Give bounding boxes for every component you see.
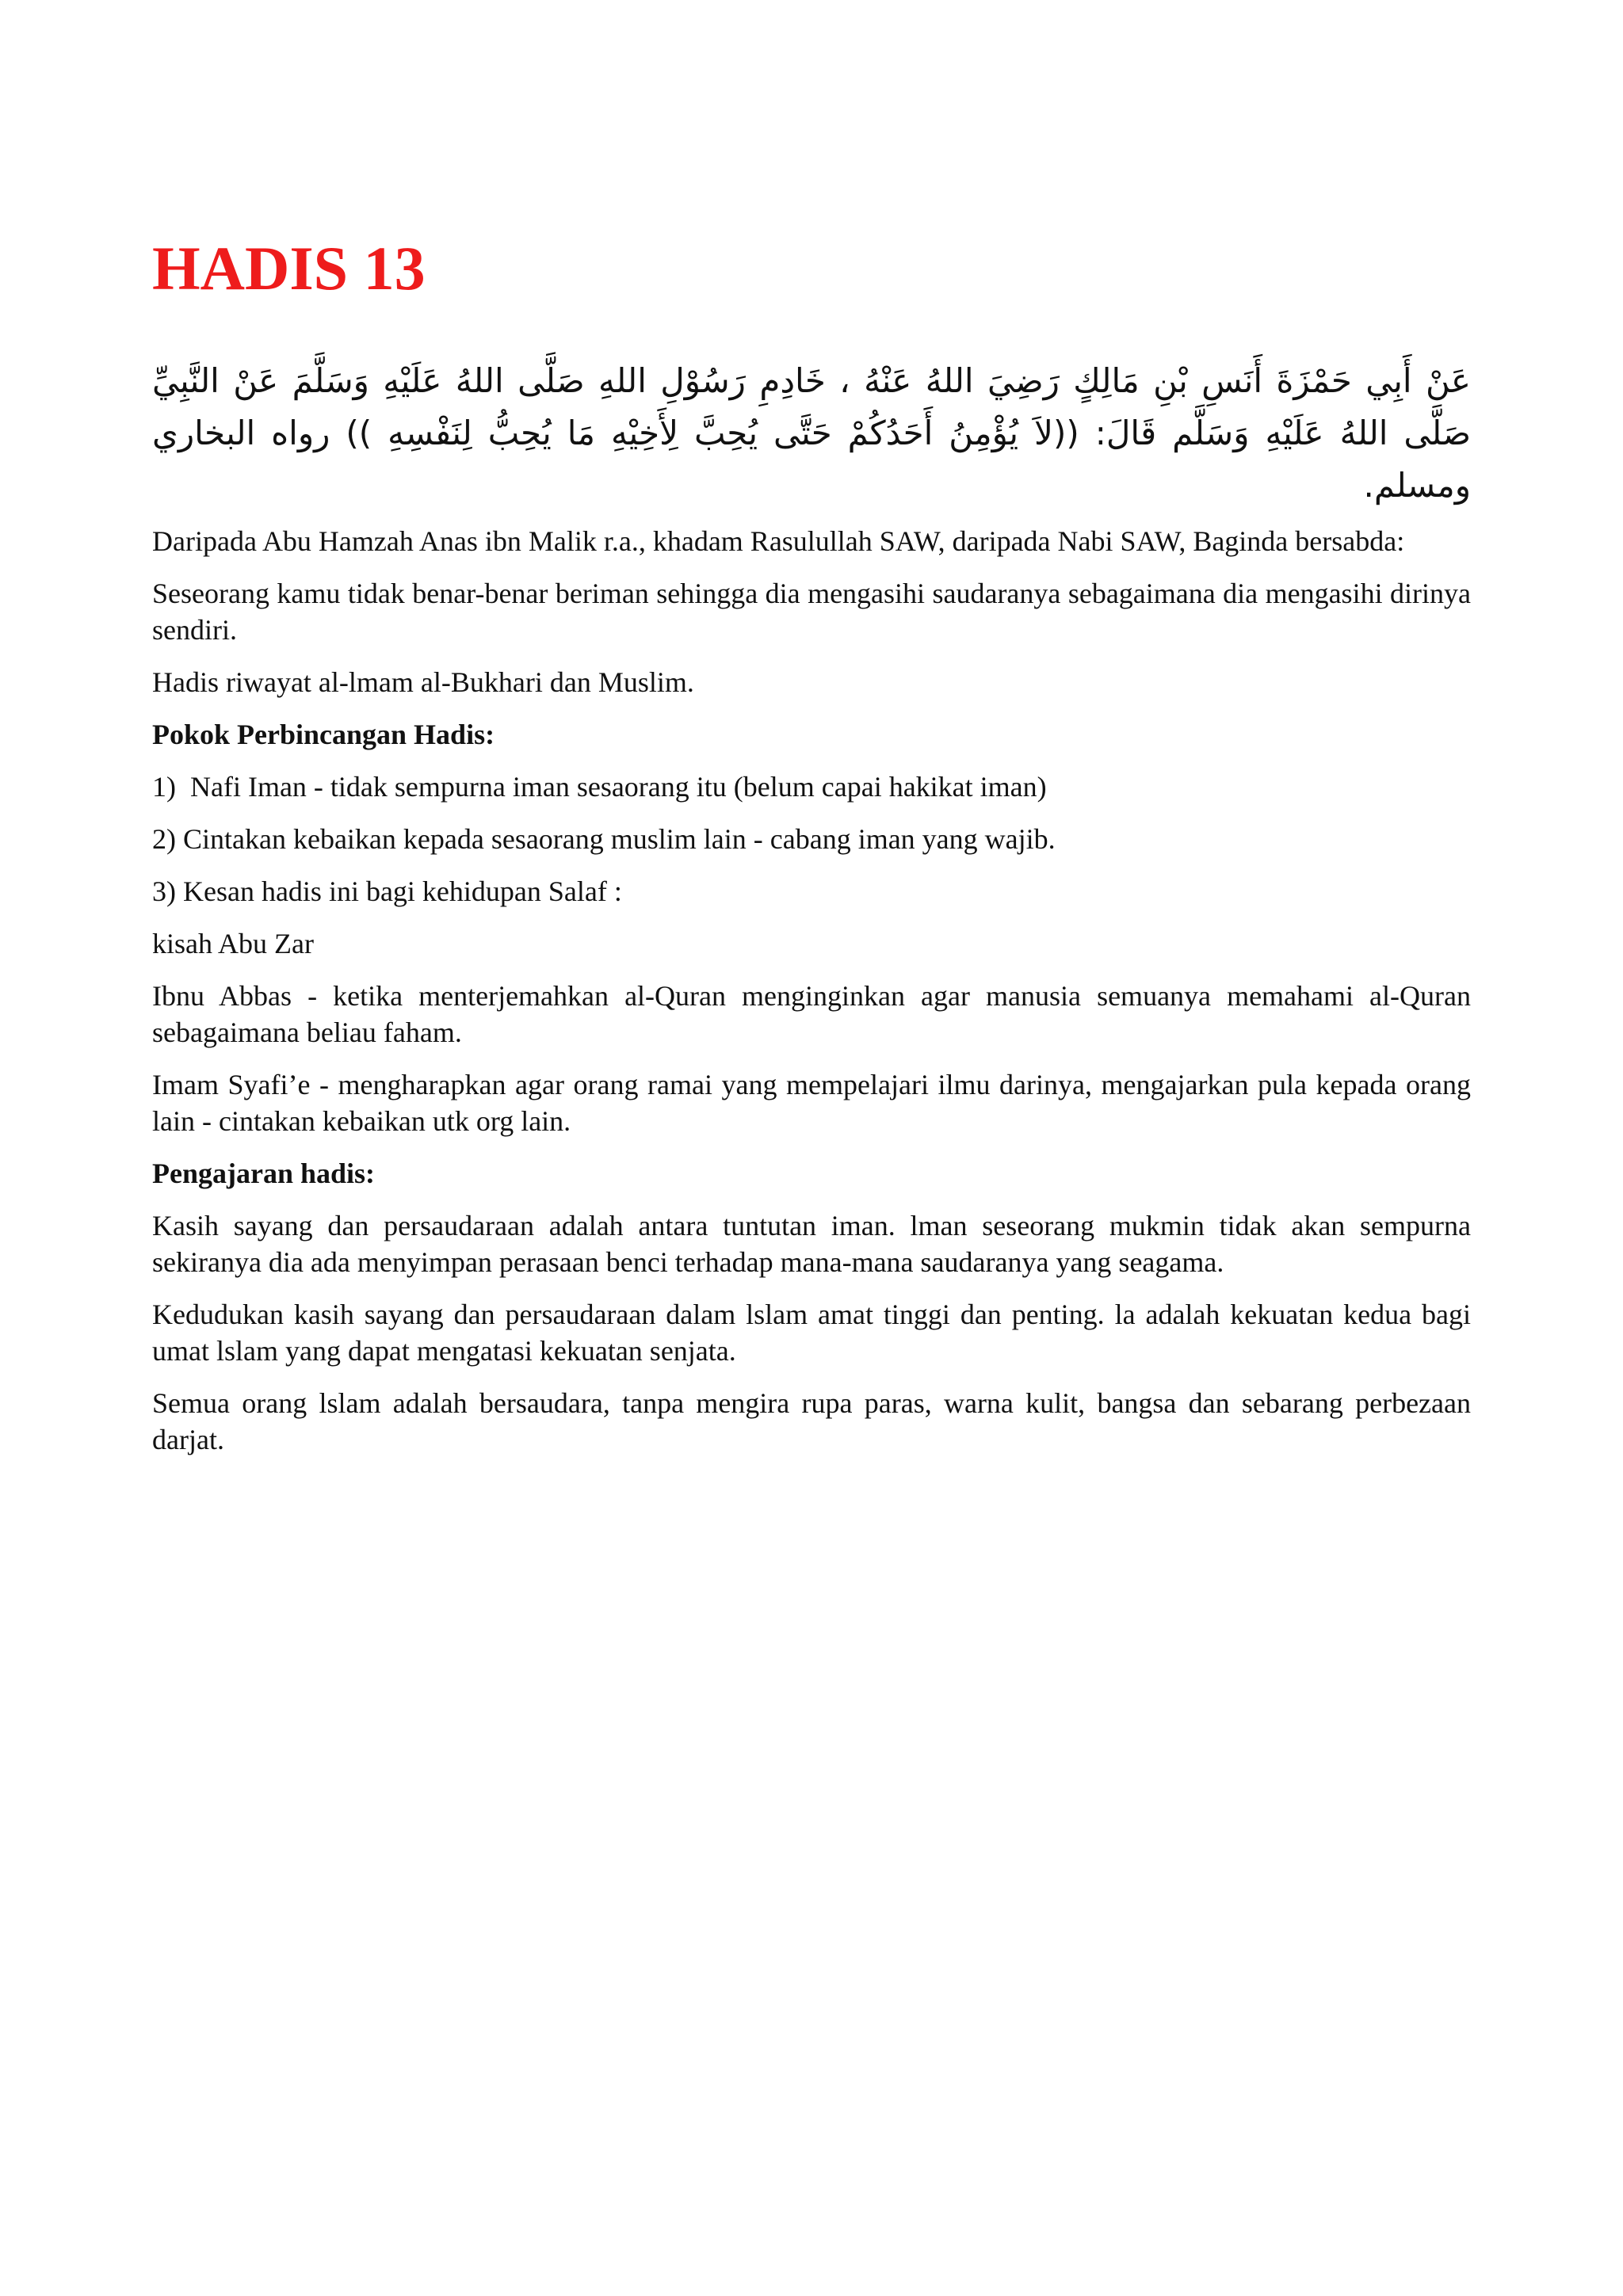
document-page bbox=[152, 234, 1471, 1474]
pengajaran-heading: Pengajaran hadis: bbox=[152, 1158, 376, 1189]
narration-paragraph: Hadis riwayat al-lmam al-Bukhari dan Muslim. bbox=[152, 666, 694, 698]
lesson-1: Kasih sayang dan persaudaraan adalah antara tuntutan iman. lman seseorang mukmin tidak akan sempurna sekiranya dia ada menyimpan perasaan benci terhadap mana-mana saudaranya yang seagama. bbox=[152, 1210, 1471, 1278]
point-2: 2) Cintakan kebaikan kepada sesaorang muslim lain - cabang iman yang wajib. bbox=[152, 823, 1056, 855]
point-1: 1) Nafi Iman - tidak sempurna iman sesaorang itu (belum capai hakikat iman) bbox=[152, 771, 1047, 803]
ibnu-abbas-paragraph: Ibnu Abbas - ketika menterjemahkan al-Quran menginginkan agar manusia semuanya memahami al-Quran sebagaimana beliau faham. bbox=[152, 980, 1471, 1048]
lesson-3: Semua orang lslam adalah bersaudara, tanpa mengira rupa paras, warna kulit, bangsa dan sebarang perbezaan darjat. bbox=[152, 1387, 1471, 1455]
kisah-line: kisah Abu Zar bbox=[152, 928, 314, 959]
translation-paragraph: Seseorang kamu tidak benar-benar beriman sehingga dia mengasihi saudaranya sebagaimana dia mengasihi dirinya sendiri. bbox=[152, 578, 1471, 646]
intro-paragraph: Daripada Abu Hamzah Anas ibn Malik r.a., khadam Rasulullah SAW, daripada Nabi SAW, Baginda bersabda: bbox=[152, 525, 1405, 557]
arabic-hadith-text: عَنْ أَبِي حَمْزَةَ أَنَسِ بْنِ مَالِكٍ رَضِيَ اللهُ عَنْهُ ، خَادِمِ رَسُوْلِ اللهِ صَلَّى اللهُ عَلَيْهِ وَسَلَّمَ عَنْ النَّبِيِّ صَلَّى اللهُ عَلَيْهِ وَسَلَّم قَالَ: ((لاَ يُؤْمِنُ أَحَدُكُمْ حَتَّى يُحِبَّ لِأَخِيْهِ مَا يُحِبُّ لِنَفْسِهِ )) رواه البخاري ومسلم. bbox=[152, 361, 1471, 505]
pokok-heading: Pokok Perbincangan Hadis: bbox=[152, 719, 495, 750]
page-title: HADIS 13 bbox=[152, 234, 426, 303]
lesson-2: Kedudukan kasih sayang dan persaudaraan dalam lslam amat tinggi dan penting. la adalah kekuatan kedua bagi umat lslam yang dapat mengatasi kekuatan senjata. bbox=[152, 1299, 1471, 1367]
point-3: 3) Kesan hadis ini bagi kehidupan Salaf : bbox=[152, 875, 622, 907]
imam-syafie-paragraph: Imam Syafi’e - mengharapkan agar orang ramai yang mempelajari ilmu darinya, mengajarkan pula kepada orang lain - cintakan kebaikan utk org lain. bbox=[152, 1069, 1471, 1137]
